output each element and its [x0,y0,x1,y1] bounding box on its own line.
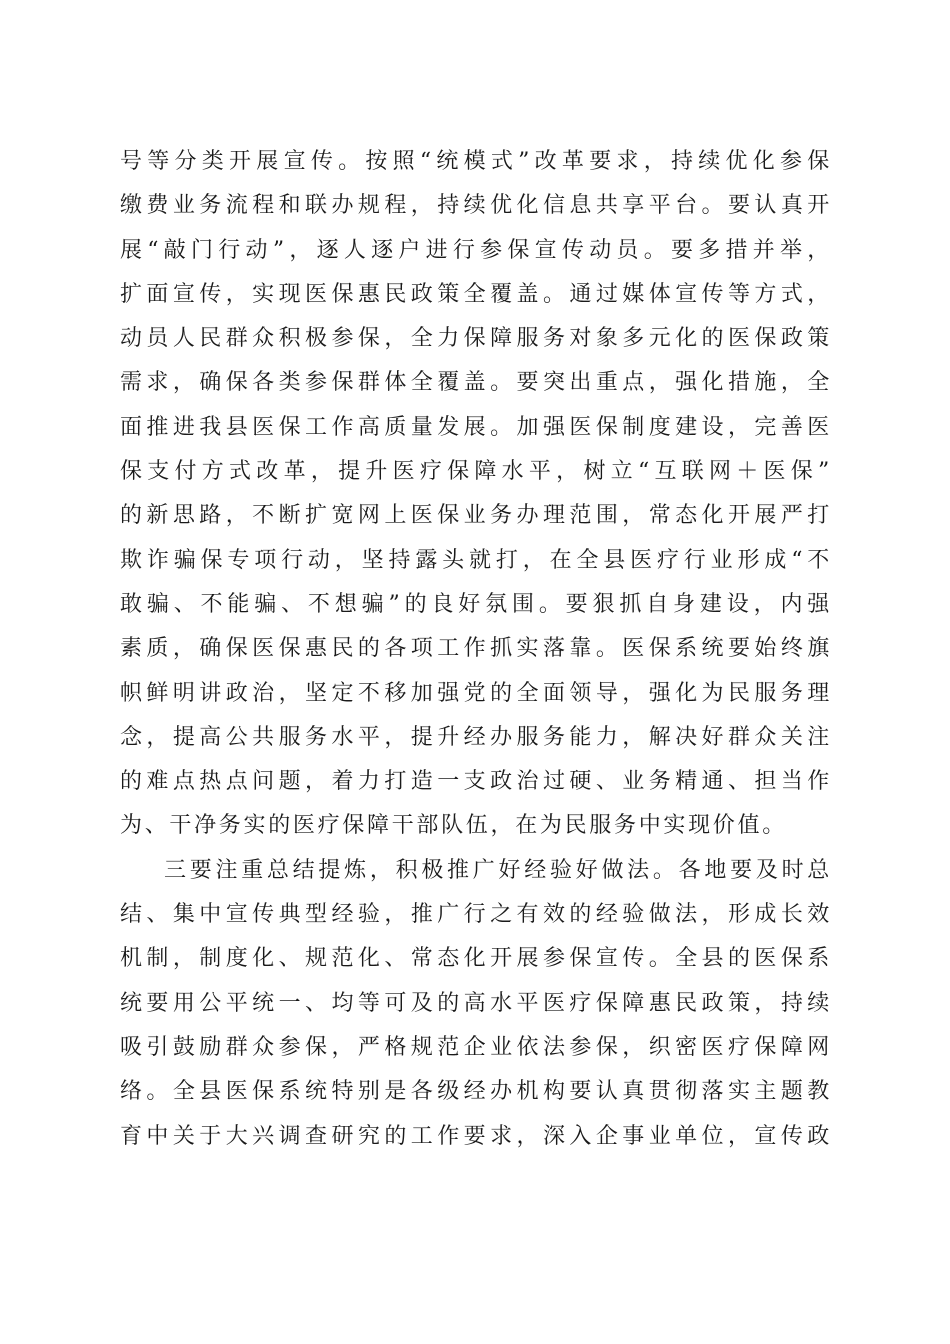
text-line: 吸引鼓励群众参保，严格规范企业依法参保，织密医疗保障网 [120,1034,832,1060]
text-line: 的新思路，不断扩宽网上医保业务办理范围，常态化开展严打 [120,503,832,529]
text-line: 帜鲜明讲政治，坚定不移加强党的全面领导，强化为民服务理 [120,680,832,706]
text-line: 三要注重总结提炼，积极推广好经验好做法。各地要及时总 [164,857,832,883]
text-line: 保支付方式改革，提升医疗保障水平，树立“互联网＋医保” [120,459,832,485]
text-line: 展“敲门行动”，逐人逐户进行参保宣传动员。要多措并举， [120,237,832,263]
text-line: 为、干净务实的医疗保障干部队伍，在为民服务中实现价值。 [120,813,787,839]
text-line: 需求，确保各类参保群体全覆盖。要突出重点，强化措施，全 [120,370,832,396]
text-line: 的难点热点问题，着力打造一支政治过硬、业务精通、担当作 [120,769,832,795]
text-line: 育中关于大兴调查研究的工作要求，深入企事业单位，宣传政 [120,1123,832,1149]
document-body [120,140,832,1159]
text-line: 面推进我县医保工作高质量发展。加强医保制度建设，完善医 [120,414,832,440]
text-line: 扩面宣传，实现医保惠民政策全覆盖。通过媒体宣传等方式， [120,281,832,307]
text-line: 络。全县医保系统特别是各级经办机构要认真贯彻落实主题教 [120,1079,832,1105]
paragraph-2 [120,849,832,1159]
text-line: 欺诈骗保专项行动，坚持露头就打，在全县医疗行业形成“不 [120,547,832,573]
paragraph-1 [120,140,832,849]
text-line: 动员人民群众积极参保，全力保障服务对象多元化的医保政策 [120,326,832,352]
text-line: 统要用公平统一、均等可及的高水平医疗保障惠民政策，持续 [120,990,832,1016]
text-line: 号等分类开展宣传。按照“统模式”改革要求，持续优化参保 [120,149,832,174]
text-line: 素质，确保医保惠民的各项工作抓实落靠。医保系统要始终旗 [120,636,832,662]
text-line: 念，提高公共服务水平，提升经办服务能力，解决好群众关注 [120,724,832,750]
text-line: 缴费业务流程和联办规程，持续优化信息共享平台。要认真开 [120,193,832,219]
text-line: 结、集中宣传典型经验，推广行之有效的经验做法，形成长效 [120,902,832,928]
text-line: 机制，制度化、规范化、常态化开展参保宣传。全县的医保系 [120,946,832,972]
text-line: 敢骗、不能骗、不想骗”的良好氛围。要狠抓自身建设，内强 [120,591,832,617]
